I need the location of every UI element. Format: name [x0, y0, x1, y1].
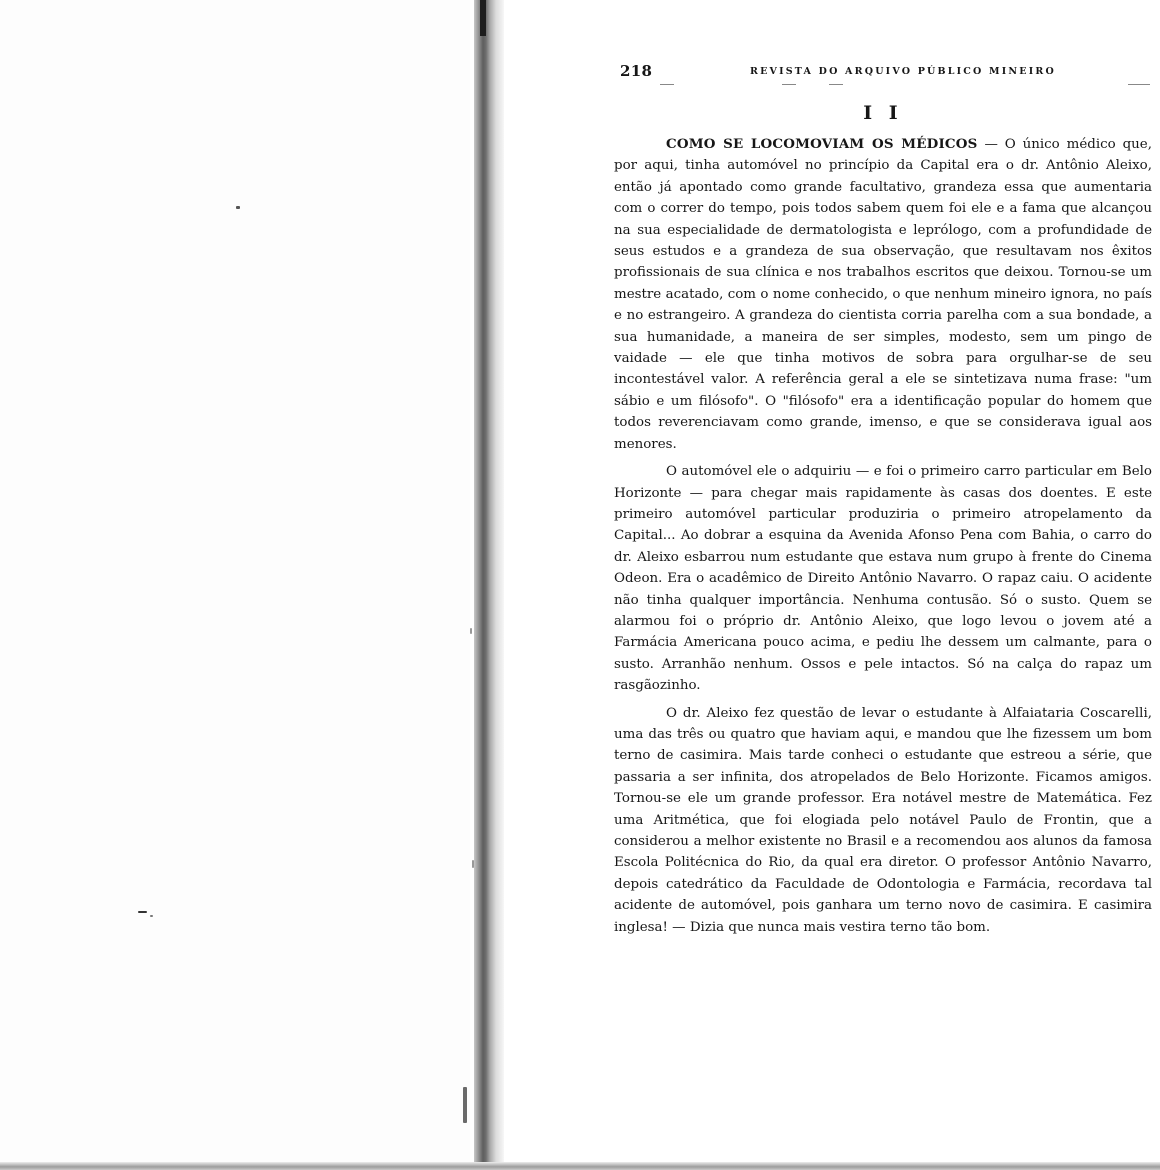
paragraph-1 [614, 134, 1152, 455]
running-head [614, 62, 1152, 84]
ink-speck [138, 911, 147, 913]
head-rule [1128, 84, 1150, 85]
paragraph-2: O automóvel ele o adquiriu — e foi o primeiro carro particular em Belo Horizonte — para chegar mais rapidamente às casas dos doentes. E este primeiro automóvel particular produziria o primeiro atropelamento da Capital... Ao dobrar a esquina da Avenida Afonso Pena com Bahia, o carro do dr. Aleixo esbarrou num estudante que estava num grupo à frente do Cinema Odeon. Era o acadêmico de Direito Antônio Navarro. O rapaz caiu. O acidente não tinha qualquer importância. Nenhuma contusão. Só o susto. Quem se alarmou foi o próprio dr. Antônio Aleixo, que logo levou o jovem até a Farmácia Americana pouco acima, e pediu lhe dessem um calmante, para o susto. Arranhão nenhum. Ossos e pele intactos. Só na calça do rapaz um rasgãozinho. [614, 464, 1152, 694]
page-bottom-edge [0, 1162, 1160, 1170]
head-rule [829, 84, 843, 85]
ink-speck [463, 1087, 467, 1123]
head-rule [660, 84, 674, 85]
paragraph-text: — O único médico que, por aqui, tinha automóvel no princípio da Capital era o dr. Antônio Aleixo, então já apontado como grande facultativo, grandeza essa que aumentaria com o correr do tempo, pois todos sabem quem foi ele e a fama que alcançou na sua especialidade de dermatologista e leprólogo, com a profundidade de seus estudos e a grandeza de sua observação, que resultavam nos êxitos profissionais de sua clínica e nos trabalhos escritos que deixou. Tornou-se um mestre acatado, com o nome conhecido, o que nenhum mineiro ignora, no país e no estrangeiro. A grandeza do cientista corria parelha com a sua bondade, a sua humanidade, a maneira de ser simples, modesto, sem um pingo de vaidade — ele que tinha motivos de sobra para orgulhar-se de seu incontestável valor. A referência geral a ele se sintetizava numa frase: "um sábio e um filósofo". O "filósofo" era a identificação popular do homem que todos reverenciavam como grande, imenso, e que se considerava igual aos menores. [614, 137, 1152, 452]
head-rule [782, 84, 796, 85]
paragraph-lead: COMO SE LOCOMOVIAM OS MÉDICOS [666, 136, 978, 152]
section-heading: I I [863, 102, 903, 124]
page-number: 218 [620, 62, 653, 80]
book-gutter [474, 0, 504, 1170]
ink-speck [150, 915, 153, 917]
ink-speck [470, 628, 472, 634]
ink-speck [236, 206, 240, 209]
right-page [614, 62, 1152, 944]
binding-shadow [480, 0, 486, 36]
journal-title: REVISTA DO ARQUIVO PÚBLICO MINEIRO [750, 66, 1056, 77]
paragraph-3: O dr. Aleixo fez questão de levar o estudante à Alfaiataria Coscarelli, uma das três ou quatro que haviam aqui, e mandou que lhe fizessem um bom terno de casimira. Mais tarde conheci o estudante que estreou a série, que passaria a ser infinita, dos atropelados de Belo Horizonte. Ficamos amigos. Tornou-se ele um grande professor. Era notável mestre de Matemática. Fez uma Aritmética, que foi elogiada pelo notável Paulo de Frontin, que a considerou a melhor existente no Brasil e a recomendou aos alunos da famosa Escola Politécnica do Rio, da qual era diretor. O professor Antônio Navarro, depois catedrático da Faculdade de Odontologia e Farmácia, recordava tal acidente de automóvel, pois ganhara um terno novo de casimira. E casimira inglesa! — Dizia que nunca mais vestira terno tão bom. [614, 705, 1152, 935]
left-blank-page [0, 0, 470, 1170]
